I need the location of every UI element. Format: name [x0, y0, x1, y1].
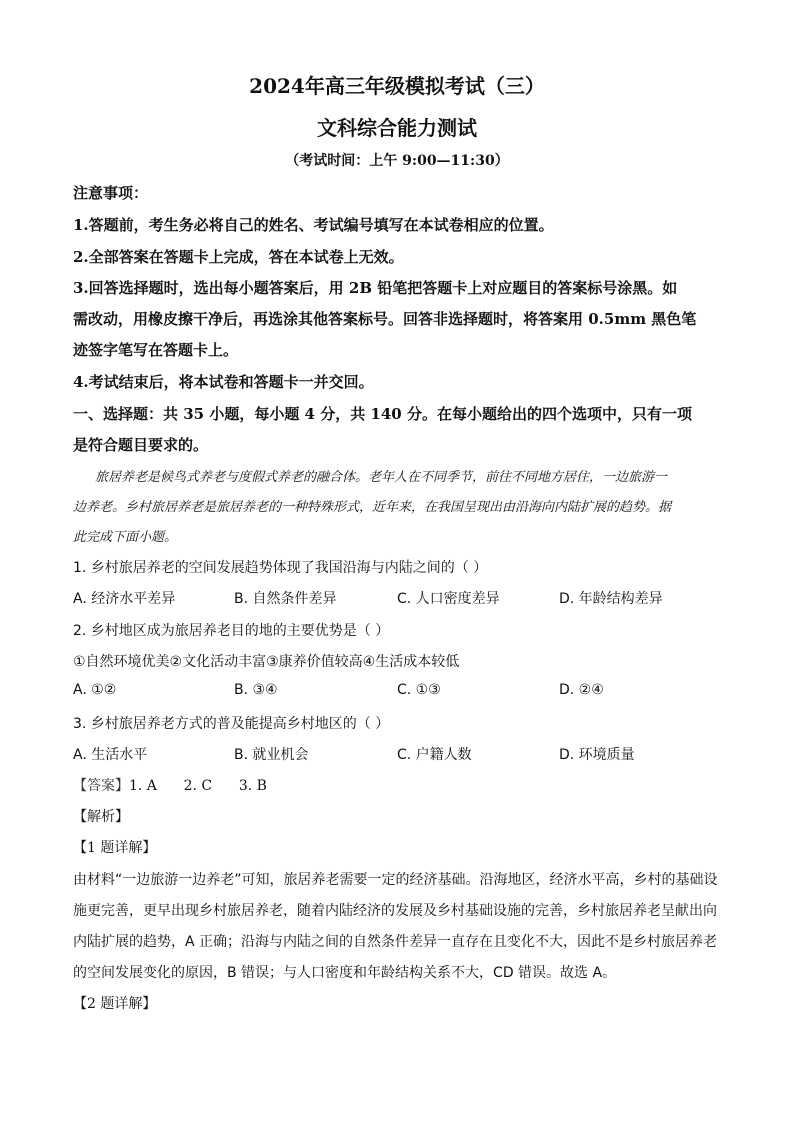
note-3-line-2: 需改动，用橡皮擦干净后，再选涂其他答案标号。回答非选择题时，将答案用 0.5mm 黑色笔	[73, 310, 697, 328]
answer-tag: 【答案】	[73, 778, 129, 794]
question-2-stem: 2. 乡村地区成为旅居养老目的地的主要优势是（ ）	[73, 623, 390, 639]
question-3-option-b: B. 就业机会	[234, 747, 309, 763]
question-2-option-c: C. ①③	[397, 682, 441, 698]
question-2-option-d: D. ②④	[559, 682, 604, 698]
question-1-stem: 1. 乡村旅居养老的空间发展趋势体现了我国沿海与内陆之间的（ ）	[73, 560, 488, 576]
notes-heading: 注意事项：	[73, 184, 149, 202]
question-2-option-b: B. ③④	[234, 682, 278, 698]
section-heading-line-2: 是符合题目要求的。	[73, 436, 209, 454]
answer-line	[73, 775, 267, 795]
analysis-q1-line-2: 施更完善，更早出现乡村旅居养老，随着内陆经济的发展及乡村基础设施的完善，乡村旅居养老呈献出向	[73, 903, 717, 919]
question-1-option-c: C. 人口密度差异	[397, 591, 500, 607]
question-3-stem: 3. 乡村旅居养老方式的普及能提高乡村地区的（ ）	[73, 716, 390, 732]
question-3-option-c: C. 户籍人数	[397, 747, 472, 763]
answer-values: 1. A 2. C 3. B	[129, 778, 267, 794]
material-line-3: 此完成下面小题。	[73, 530, 178, 545]
material-line-2: 边养老。乡村旅居养老是旅居养老的一种特殊形式，近年来，在我国呈现出由沿海向内陆扩展的趋势。据	[73, 500, 672, 515]
analysis-q1-line-1: 由材料“一边旅游一边养老”可知，旅居养老需要一定的经济基础。沿海地区，经济水平高，乡村的基础设	[73, 872, 718, 888]
section-heading-line-1: 一、选择题：共 35 小题，每小题 4 分，共 140 分。在每小题给出的四个选项中，只有一项	[73, 405, 692, 423]
question-2-statements: ①自然环境优美②文化活动丰富③康养价值较高④生活成本较低	[73, 654, 460, 670]
question-3-option-a: A. 生活水平	[73, 747, 148, 763]
exam-title: 2024年高三年级模拟考试（三）	[249, 74, 545, 98]
note-2: 2.全部答案在答题卡上完成，答在本试卷上无效。	[73, 248, 404, 266]
question-3-option-d: D. 环境质量	[559, 747, 635, 763]
analysis-q1-line-4: 的空间发展变化的原因，B 错误；与人口密度和年龄结构关系不大，CD 错误。故选 A。	[73, 965, 617, 981]
analysis-q1-tag: 【1 题详解】	[73, 840, 157, 856]
note-1: 1.答题前，考生务必将自己的姓名、考试编号填写在本试卷相应的位置。	[73, 216, 554, 234]
exam-subtitle: 文科综合能力测试	[317, 116, 477, 140]
note-3-line-1: 3.回答选择题时，选出每小题答案后，用 2B 铅笔把答题卡上对应题目的答案标号涂黑。如	[73, 279, 678, 297]
analysis-tag: 【解析】	[73, 809, 129, 825]
exam-time: （考试时间：上午 9:00—11:30）	[285, 153, 509, 169]
question-1-option-d: D. 年龄结构差异	[559, 591, 663, 607]
question-2-option-a: A. ①②	[73, 682, 117, 698]
question-1-option-a: A. 经济水平差异	[73, 591, 176, 607]
note-4: 4.考试结束后，将本试卷和答题卡一并交回。	[73, 373, 374, 391]
question-1-option-b: B. 自然条件差异	[234, 591, 337, 607]
analysis-q1-line-3: 内陆扩展的趋势，A 正确；沿海与内陆之间的自然条件差异一直存在且变化不大，因此不是乡村旅居养老	[73, 934, 718, 950]
analysis-q2-tag: 【2 题详解】	[73, 996, 157, 1012]
material-line-1: 旅居养老是候鸟式养老与度假式养老的融合体。老年人在不同季节，前往不同地方居住，一边旅游一	[95, 470, 668, 485]
note-3-line-3: 迹签字笔写在答题卡上。	[73, 341, 239, 359]
